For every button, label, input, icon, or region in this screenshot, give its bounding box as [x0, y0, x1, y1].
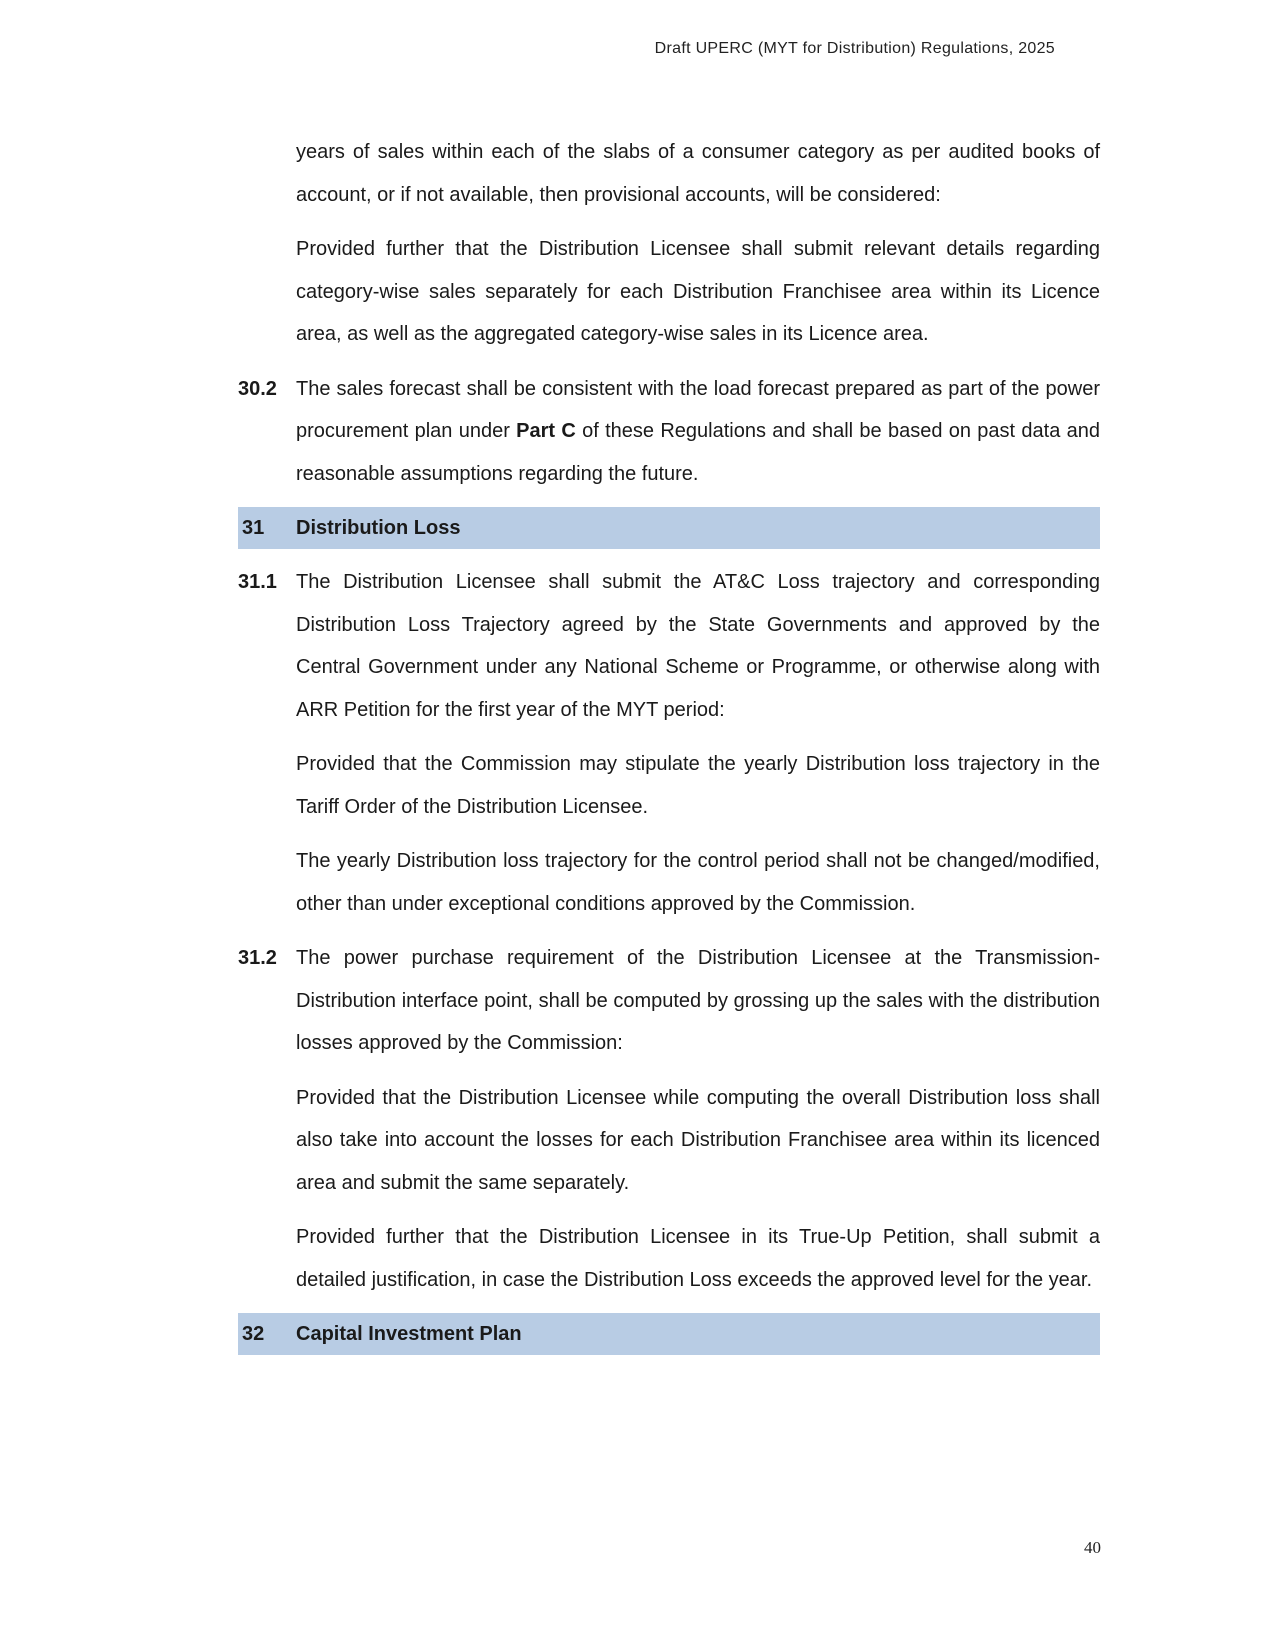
proviso-paragraph: Provided further that the Distribution Licensee shall submit relevant details regarding category-wise sales separately for each Distribution Franchisee area within its Licence area, as well as the aggregated category-wise sales in its Licence area. — [296, 238, 1100, 345]
clause-text — [296, 368, 1100, 496]
section-title: Distribution Loss — [296, 516, 461, 539]
section-heading-31 — [238, 507, 1100, 549]
document-body — [238, 131, 1100, 1367]
clause-text: The Distribution Licensee shall submit the AT&C Loss trajectory and corresponding Distribution Loss Trajectory agreed by the State Governments and approved by the Central Government under any National Scheme or Programme, or otherwise along with ARR Petition for the first year of the MYT period: — [296, 571, 1100, 721]
proviso-paragraph: Provided that the Commission may stipulate the yearly Distribution loss trajectory in the Tariff Order of the Distribution Licensee. — [296, 753, 1100, 818]
clause-text-part: The sales forecast shall be consistent with the load forecast prepared as part of the power procurement plan under — [296, 377, 1100, 442]
section-number: 32 — [242, 1322, 265, 1345]
clause-30-2 — [238, 368, 1100, 496]
bold-reference: Part C — [516, 420, 576, 442]
proviso-paragraph: The yearly Distribution loss trajectory for the control period shall not be changed/modified, other than under exceptional conditions approved by the Commission. — [296, 850, 1100, 915]
clause-number: 31.2 — [238, 947, 277, 969]
section-heading-32 — [238, 1313, 1100, 1355]
clause-number: 31.1 — [238, 571, 277, 593]
clause-text-part: of these Regulations and shall be based on past data and reasonable assumptions regarding the future. — [296, 420, 1101, 485]
page-number: 40 — [1084, 1538, 1101, 1557]
section-title: Capital Investment Plan — [296, 1322, 522, 1345]
page-header: Draft UPERC (MYT for Distribution) Regulations, 2025 — [654, 40, 1055, 57]
clause-number: 30.2 — [238, 377, 277, 400]
proviso-paragraph: Provided further that the Distribution Licensee in its True-Up Petition, shall submit a detailed justification, in case the Distribution Loss exceeds the approved level for the year. — [296, 1226, 1100, 1291]
proviso-paragraph: Provided that the Distribution Licensee while computing the overall Distribution loss shall also take into account the losses for each Distribution Franchisee area within its licenced area and submit the same separately. — [296, 1086, 1100, 1194]
continued-paragraph: years of sales within each of the slabs of a consumer category as per audited books of account, or if not available, then provisional accounts, will be considered: — [296, 141, 1100, 206]
clause-text: The power purchase requirement of the Distribution Licensee at the Transmission-Distribution interface point, shall be computed by grossing up the sales with the distribution losses approved by the Commission: — [296, 947, 1100, 1054]
section-number: 31 — [242, 516, 265, 539]
clause-31-1 — [238, 561, 1100, 731]
clause-31-2 — [238, 937, 1100, 1065]
